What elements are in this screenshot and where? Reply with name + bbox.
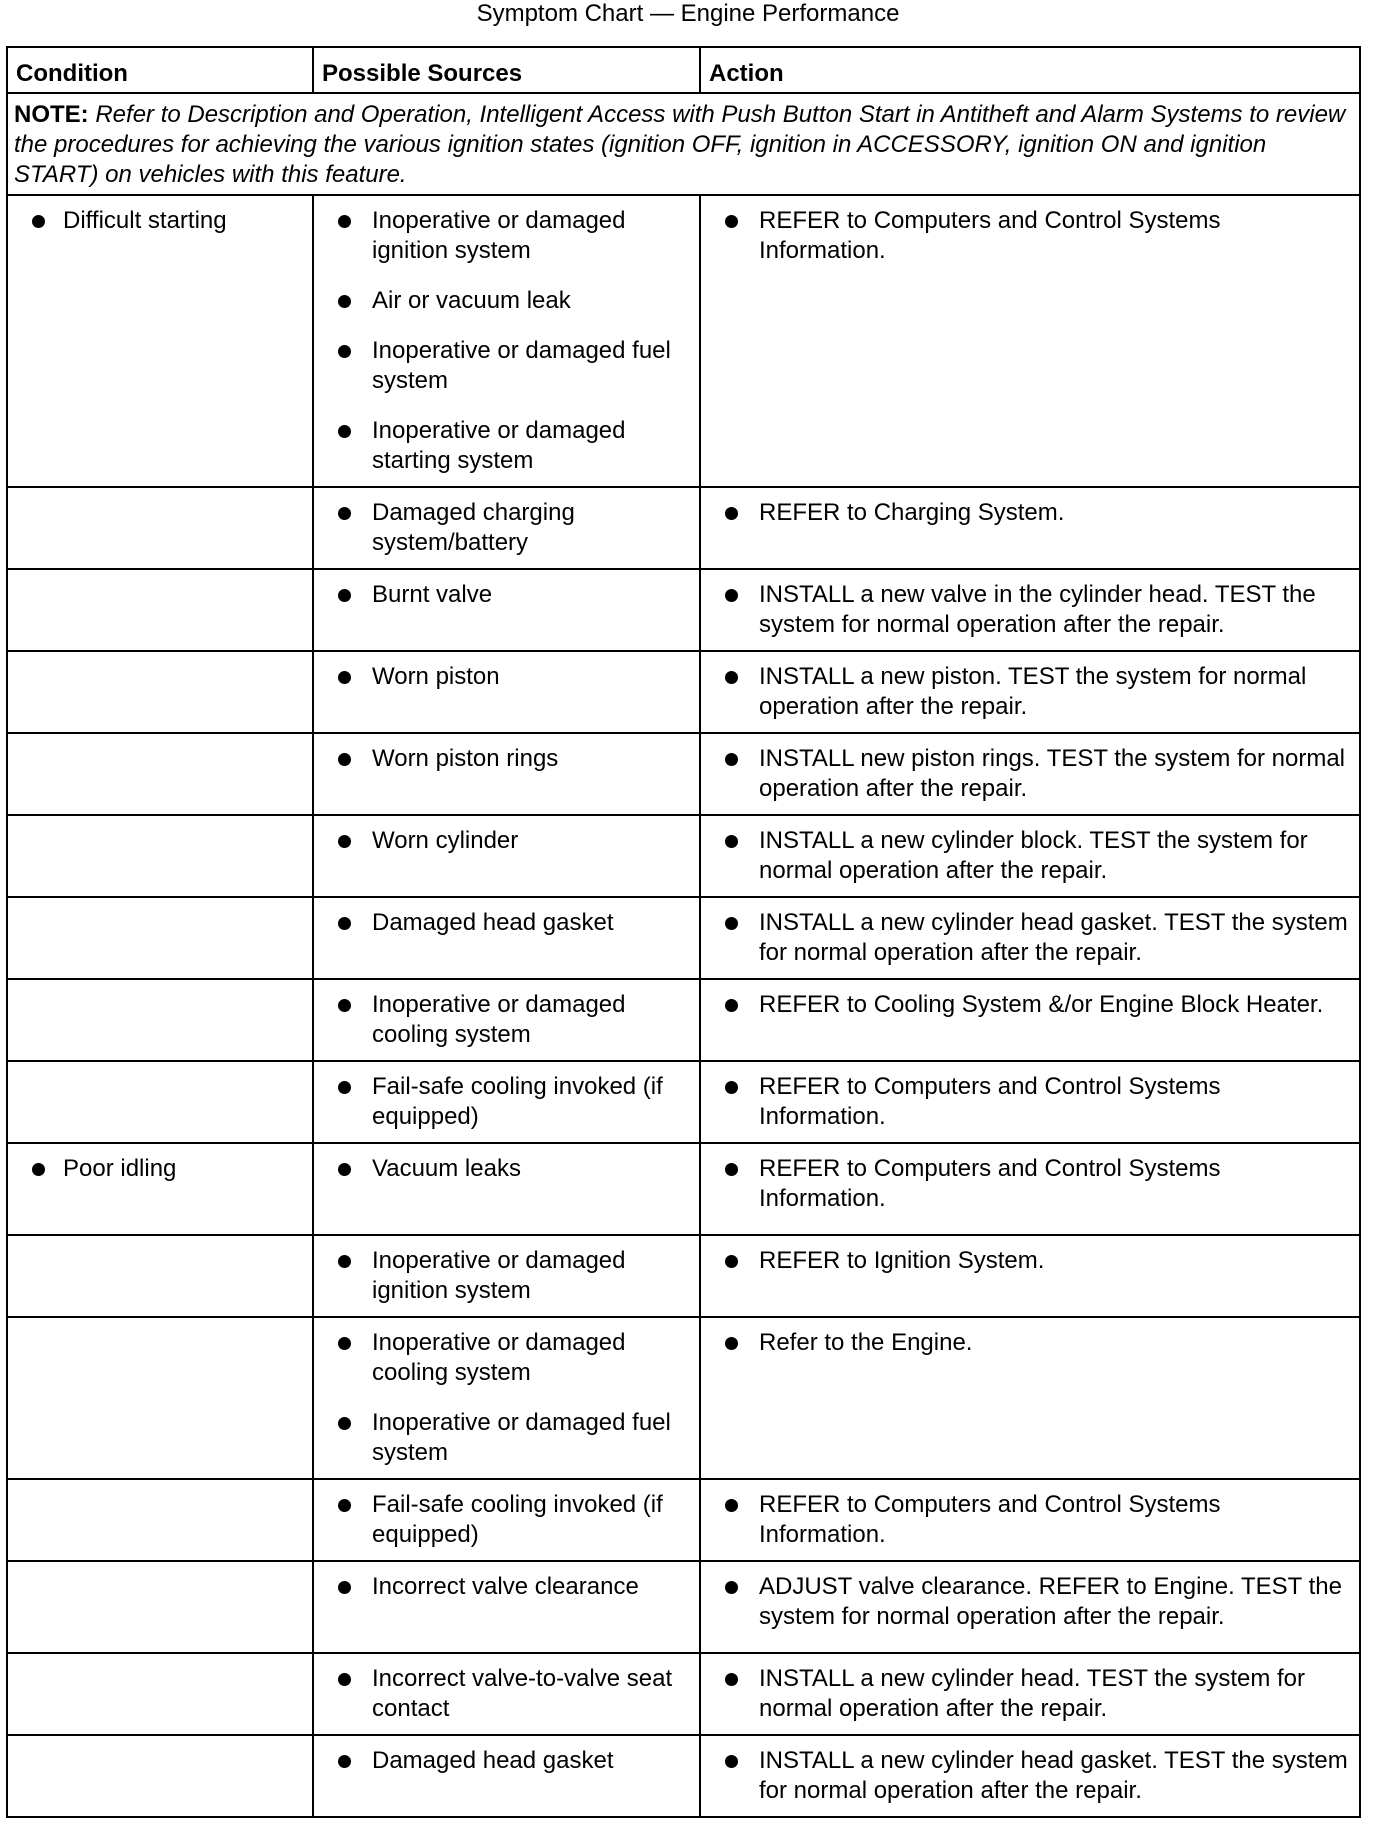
list-item <box>709 1490 1351 1550</box>
sources-list <box>322 1490 691 1550</box>
note-cell <box>7 93 1360 195</box>
condition-text: Poor idling <box>63 1155 177 1182</box>
action-list <box>709 1746 1351 1806</box>
action-cell <box>700 1653 1360 1735</box>
table-row <box>7 1479 1360 1561</box>
sources-list <box>322 744 691 774</box>
action-list <box>709 1246 1351 1276</box>
bullet-icon <box>725 1337 738 1350</box>
note-text: Refer to Description and Operation, Intelligent Access with Push Button Start in Antitheft and Alarm Systems to review the procedures for achieving the various ignition states (ignition OFF, ignition in ACCESSORY, ignition ON and ignition START) on vehicles with this feature. <box>14 101 1346 188</box>
action-text: INSTALL a new cylinder head gasket. TEST the system for normal operation after the repair. <box>759 909 1348 966</box>
bullet-icon <box>338 425 351 438</box>
table-row <box>7 1561 1360 1653</box>
action-cell <box>700 1479 1360 1561</box>
possible-sources-cell <box>313 1653 700 1735</box>
bullet-icon <box>338 671 351 684</box>
condition-cell <box>7 195 313 487</box>
bullet-icon <box>725 1673 738 1686</box>
action-list <box>709 498 1351 528</box>
bullet-icon <box>725 1755 738 1768</box>
action-list <box>709 990 1351 1020</box>
sources-list <box>322 1246 691 1306</box>
table-row <box>7 1735 1360 1817</box>
bullet-icon <box>725 917 738 930</box>
source-text: Fail-safe cooling invoked (if equipped) <box>372 1073 663 1130</box>
possible-sources-cell <box>313 1735 700 1817</box>
bullet-icon <box>338 1163 351 1176</box>
source-text: Inoperative or damaged ignition system <box>372 207 626 264</box>
bullet-icon <box>338 999 351 1012</box>
list-item <box>322 1490 691 1550</box>
list-item <box>322 744 691 774</box>
bullet-icon <box>725 835 738 848</box>
action-cell <box>700 1317 1360 1479</box>
list-item <box>709 662 1351 722</box>
list-item <box>322 206 691 266</box>
source-text: Inoperative or damaged ignition system <box>372 1247 626 1304</box>
possible-sources-cell <box>313 815 700 897</box>
action-cell <box>700 979 1360 1061</box>
possible-sources-cell <box>313 1235 700 1317</box>
list-item <box>322 1746 691 1776</box>
action-text: INSTALL a new cylinder head. TEST the system for normal operation after the repair. <box>759 1665 1306 1722</box>
list-item <box>322 336 691 396</box>
condition-cell <box>7 1317 313 1479</box>
action-text: REFER to Computers and Control Systems Information. <box>759 207 1221 264</box>
source-text: Burnt valve <box>372 581 493 608</box>
header-condition: Condition <box>7 47 313 93</box>
sources-list <box>322 498 691 558</box>
action-cell <box>700 1143 1360 1235</box>
action-text: REFER to Computers and Control Systems Information. <box>759 1491 1221 1548</box>
action-cell <box>700 487 1360 569</box>
bullet-icon <box>338 1755 351 1768</box>
source-text: Incorrect valve clearance <box>372 1573 639 1600</box>
condition-cell <box>7 897 313 979</box>
list-item <box>709 1572 1351 1632</box>
action-list <box>709 662 1351 722</box>
sources-list <box>322 908 691 938</box>
table-row <box>7 1143 1360 1235</box>
bullet-icon <box>338 1673 351 1686</box>
possible-sources-cell <box>313 1143 700 1235</box>
bullet-icon <box>725 507 738 520</box>
list-item <box>709 206 1351 266</box>
list-item <box>709 1246 1351 1276</box>
condition-cell <box>7 1479 313 1561</box>
possible-sources-cell <box>313 979 700 1061</box>
header-row <box>7 47 1360 93</box>
action-text: REFER to Computers and Control Systems Information. <box>759 1155 1221 1212</box>
list-item <box>322 662 691 692</box>
table-row <box>7 979 1360 1061</box>
bullet-icon <box>338 589 351 602</box>
table-row <box>7 815 1360 897</box>
bullet-icon <box>338 295 351 308</box>
action-list <box>709 1072 1351 1132</box>
list-item <box>322 1246 691 1306</box>
bullet-icon <box>338 1581 351 1594</box>
list-item <box>322 990 691 1050</box>
sources-list <box>322 1664 691 1724</box>
action-list <box>709 1328 1351 1358</box>
action-list <box>709 1572 1351 1632</box>
bullet-icon <box>338 345 351 358</box>
possible-sources-cell <box>313 651 700 733</box>
table-row <box>7 195 1360 487</box>
bullet-icon <box>725 753 738 766</box>
action-text: REFER to Computers and Control Systems Information. <box>759 1073 1221 1130</box>
list-item <box>322 1328 691 1388</box>
action-list <box>709 826 1351 886</box>
action-text: INSTALL a new cylinder block. TEST the system for normal operation after the repair. <box>759 827 1308 884</box>
header-action: Action <box>700 47 1360 93</box>
condition-cell <box>7 815 313 897</box>
possible-sources-cell <box>313 733 700 815</box>
possible-sources-cell <box>313 1317 700 1479</box>
condition-cell <box>7 651 313 733</box>
header-possible-sources: Possible Sources <box>313 47 700 93</box>
bullet-icon <box>725 1163 738 1176</box>
list-item <box>322 416 691 476</box>
source-text: Fail-safe cooling invoked (if equipped) <box>372 1491 663 1548</box>
sources-list <box>322 662 691 692</box>
action-cell <box>700 897 1360 979</box>
source-text: Inoperative or damaged fuel system <box>372 1409 671 1466</box>
list-item <box>322 1154 691 1184</box>
action-list <box>709 206 1351 266</box>
source-text: Damaged head gasket <box>372 909 614 936</box>
sources-list <box>322 1328 691 1468</box>
action-cell <box>700 1235 1360 1317</box>
condition-cell <box>7 1653 313 1735</box>
action-cell <box>700 195 1360 487</box>
list-item <box>709 1664 1351 1724</box>
list-item <box>322 908 691 938</box>
bullet-icon <box>338 507 351 520</box>
sources-list <box>322 206 691 476</box>
action-text: REFER to Cooling System &/or Engine Block Heater. <box>759 991 1324 1018</box>
source-text: Inoperative or damaged cooling system <box>372 991 626 1048</box>
list-item <box>16 1154 304 1184</box>
bullet-icon <box>725 999 738 1012</box>
action-text: INSTALL a new valve in the cylinder head. TEST the system for normal operation after the repair. <box>759 581 1316 638</box>
bullet-icon <box>338 1417 351 1430</box>
source-text: Inoperative or damaged fuel system <box>372 337 671 394</box>
list-item <box>709 1072 1351 1132</box>
list-item <box>709 1746 1351 1806</box>
table-row <box>7 1061 1360 1143</box>
bullet-icon <box>338 835 351 848</box>
action-list <box>709 1664 1351 1724</box>
action-text: INSTALL a new piston. TEST the system for normal operation after the repair. <box>759 663 1307 720</box>
possible-sources-cell <box>313 897 700 979</box>
condition-cell <box>7 1061 313 1143</box>
bullet-icon <box>725 671 738 684</box>
bullet-icon <box>32 1163 45 1176</box>
condition-cell <box>7 1235 313 1317</box>
list-item <box>709 744 1351 804</box>
action-text: ADJUST valve clearance. REFER to Engine. TEST the system for normal operation after the repair. <box>759 1573 1342 1630</box>
list-item <box>322 1072 691 1132</box>
source-text: Vacuum leaks <box>372 1155 521 1182</box>
source-text: Worn piston rings <box>372 745 559 772</box>
condition-cell <box>7 733 313 815</box>
table-row <box>7 569 1360 651</box>
list-item <box>709 580 1351 640</box>
bullet-icon <box>338 753 351 766</box>
bullet-icon <box>725 215 738 228</box>
possible-sources-cell <box>313 487 700 569</box>
source-text: Worn piston <box>372 663 500 690</box>
condition-cell <box>7 569 313 651</box>
condition-cell <box>7 487 313 569</box>
bullet-icon <box>725 1255 738 1268</box>
list-item <box>709 498 1351 528</box>
list-item <box>709 1154 1351 1214</box>
action-list <box>709 1154 1351 1214</box>
list-item <box>709 1328 1351 1358</box>
action-cell <box>700 815 1360 897</box>
list-item <box>16 206 304 236</box>
bullet-icon <box>725 1081 738 1094</box>
sources-list <box>322 1572 691 1602</box>
list-item <box>709 908 1351 968</box>
list-item <box>322 498 691 558</box>
action-list <box>709 744 1351 804</box>
action-list <box>709 1490 1351 1550</box>
table-row <box>7 487 1360 569</box>
possible-sources-cell <box>313 1061 700 1143</box>
condition-cell <box>7 1561 313 1653</box>
list-item <box>322 286 691 316</box>
condition-list <box>16 1154 304 1184</box>
sources-list <box>322 1154 691 1184</box>
sources-list <box>322 1746 691 1776</box>
action-cell <box>700 733 1360 815</box>
condition-list <box>16 206 304 236</box>
action-text: Refer to the Engine. <box>759 1329 973 1356</box>
action-cell <box>700 1561 1360 1653</box>
action-cell <box>700 1061 1360 1143</box>
bullet-icon <box>338 1081 351 1094</box>
table-row <box>7 651 1360 733</box>
table-row <box>7 897 1360 979</box>
bullet-icon <box>725 1581 738 1594</box>
page-title: Symptom Chart — Engine Performance <box>476 0 900 27</box>
list-item <box>322 1408 691 1468</box>
list-item <box>322 580 691 610</box>
source-text: Damaged charging system/battery <box>372 499 575 556</box>
list-item <box>322 826 691 856</box>
source-text: Incorrect valve-to-valve seat contact <box>372 1665 673 1722</box>
action-list <box>709 580 1351 640</box>
action-cell <box>700 569 1360 651</box>
action-text: INSTALL a new cylinder head gasket. TEST the system for normal operation after the repair. <box>759 1747 1348 1804</box>
symptom-chart-table <box>6 46 1361 1818</box>
condition-cell <box>7 979 313 1061</box>
action-list <box>709 908 1351 968</box>
action-text: INSTALL new piston rings. TEST the system for normal operation after the repair. <box>759 745 1346 802</box>
source-text: Air or vacuum leak <box>372 287 571 314</box>
source-text: Worn cylinder <box>372 827 519 854</box>
list-item <box>709 990 1351 1020</box>
table-row <box>7 1653 1360 1735</box>
source-text: Damaged head gasket <box>372 1747 614 1774</box>
action-cell <box>700 1735 1360 1817</box>
list-item <box>709 826 1351 886</box>
bullet-icon <box>338 215 351 228</box>
bullet-icon <box>32 215 45 228</box>
list-item <box>322 1572 691 1602</box>
sources-list <box>322 1072 691 1132</box>
source-text: Inoperative or damaged cooling system <box>372 1329 626 1386</box>
possible-sources-cell <box>313 569 700 651</box>
bullet-icon <box>338 1499 351 1512</box>
table-row <box>7 1317 1360 1479</box>
list-item <box>322 1664 691 1724</box>
table-row <box>7 1235 1360 1317</box>
bullet-icon <box>338 917 351 930</box>
possible-sources-cell <box>313 1479 700 1561</box>
condition-text: Difficult starting <box>63 207 227 234</box>
possible-sources-cell <box>313 1561 700 1653</box>
source-text: Inoperative or damaged starting system <box>372 417 626 474</box>
note-row <box>7 93 1360 195</box>
action-cell <box>700 651 1360 733</box>
condition-cell <box>7 1735 313 1817</box>
sources-list <box>322 580 691 610</box>
note-label: NOTE: <box>14 101 89 128</box>
action-text: REFER to Charging System. <box>759 499 1065 526</box>
possible-sources-cell <box>313 195 700 487</box>
action-text: REFER to Ignition System. <box>759 1247 1045 1274</box>
condition-cell <box>7 1143 313 1235</box>
table-row <box>7 733 1360 815</box>
bullet-icon <box>725 1499 738 1512</box>
sources-list <box>322 826 691 856</box>
bullet-icon <box>338 1337 351 1350</box>
bullet-icon <box>725 589 738 602</box>
sources-list <box>322 990 691 1050</box>
bullet-icon <box>338 1255 351 1268</box>
